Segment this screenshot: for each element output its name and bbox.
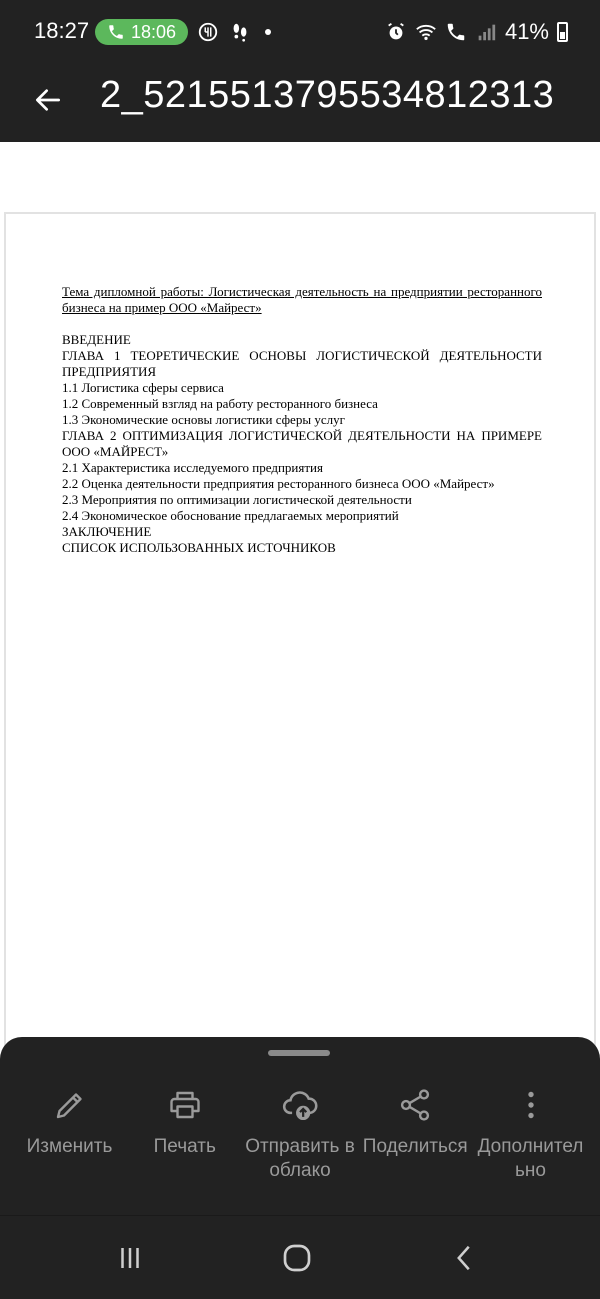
home-icon <box>281 1242 313 1274</box>
toc-line: ВВЕДЕНИЕ <box>62 332 131 347</box>
actions-bottom-sheet <box>0 1037 600 1215</box>
app-bar <box>0 64 600 142</box>
more-options-button[interactable] <box>473 1085 588 1205</box>
toc-line: 2.2 Оценка деятельности предприятия ресторанного бизнеса ООО «Майрест» <box>62 476 495 491</box>
toc-line: 2.1 Характеристика исследуемого предприятия <box>62 460 323 475</box>
document-viewer[interactable] <box>0 142 600 1042</box>
thesis-topic: Тема дипломной работы: Логистическая деятельность на предприятии ресторанного бизнеса на пример ООО «Майрест» <box>62 284 542 315</box>
toc-line: ЗАКЛЮЧЕНИЕ <box>62 524 152 539</box>
home-button[interactable] <box>277 1240 317 1276</box>
system-navigation-bar <box>0 1215 600 1299</box>
toc-line: 2.3 Мероприятия по оптимизации логистической деятельности <box>62 492 412 507</box>
toc-line: ГЛАВА 2 ОПТИМИЗАЦИЯ ЛОГИСТИЧЕСКОЙ ДЕЯТЕЛЬНОСТИ НА ПРИМЕРЕ ООО «МАЙРЕСТ» <box>62 428 542 459</box>
toc-line: 1.3 Экономические основы логистики сферы услуг <box>62 412 345 427</box>
share-button[interactable] <box>358 1085 473 1205</box>
toc-line: 1.1 Логистика сферы сервиса <box>62 380 224 395</box>
share-label: Поделиться <box>362 1136 468 1157</box>
signal-icon <box>475 21 497 43</box>
pencil-icon <box>52 1087 88 1123</box>
recent-apps-icon <box>115 1243 145 1273</box>
call-duration: 18:06 <box>130 21 177 42</box>
chevron-left-icon <box>450 1243 480 1273</box>
wifi-call-icon <box>445 21 467 43</box>
more-notifications-dot <box>265 29 271 35</box>
status-time: 18:27 <box>34 18 90 43</box>
more-vert-icon <box>513 1087 549 1123</box>
edit-button[interactable] <box>12 1085 127 1205</box>
wifi-icon <box>415 21 437 43</box>
alarm-icon <box>385 21 407 43</box>
toc-line: 2.4 Экономическое обоснование предлагаемых мероприятий <box>62 508 399 523</box>
back-arrow-icon <box>32 84 64 116</box>
back-button[interactable] <box>26 78 70 122</box>
share-icon <box>397 1087 433 1123</box>
printer-icon <box>167 1087 203 1123</box>
document-title: 2_5215513795534812313 <box>100 74 555 116</box>
phone-icon <box>107 23 125 41</box>
sheet-drag-handle[interactable] <box>268 1050 330 1056</box>
print-label: Печать <box>153 1136 216 1157</box>
notification-icons <box>197 20 271 44</box>
status-bar <box>0 0 600 64</box>
send-to-cloud-button[interactable] <box>243 1085 358 1205</box>
send-to-cloud-label: Отправить в облако <box>245 1136 355 1181</box>
ongoing-call-pill[interactable] <box>95 19 188 45</box>
document-page[interactable] <box>4 212 596 1072</box>
footsteps-icon <box>229 21 251 43</box>
system-status-icons <box>385 19 568 45</box>
cloud-upload-icon <box>281 1086 319 1124</box>
more-options-label: Дополнительно <box>477 1136 584 1181</box>
print-button[interactable] <box>127 1085 242 1205</box>
battery-icon <box>557 22 568 42</box>
back-nav-button[interactable] <box>445 1240 485 1276</box>
toc-line: 1.2 Современный взгляд на работу ресторанного бизнеса <box>62 396 378 411</box>
restaurant-app-icon <box>197 21 219 43</box>
actions-row <box>12 1085 588 1205</box>
toc-line: СПИСОК ИСПОЛЬЗОВАННЫХ ИСТОЧНИКОВ <box>62 540 336 555</box>
edit-label: Изменить <box>26 1136 113 1157</box>
toc-line: ГЛАВА 1 ТЕОРЕТИЧЕСКИЕ ОСНОВЫ ЛОГИСТИЧЕСКОЙ ДЕЯТЕЛЬНОСТИ ПРЕДПРИЯТИЯ <box>62 348 542 379</box>
document-body <box>62 284 542 556</box>
recent-apps-button[interactable] <box>110 1240 150 1276</box>
battery-percent: 41% <box>504 19 549 44</box>
